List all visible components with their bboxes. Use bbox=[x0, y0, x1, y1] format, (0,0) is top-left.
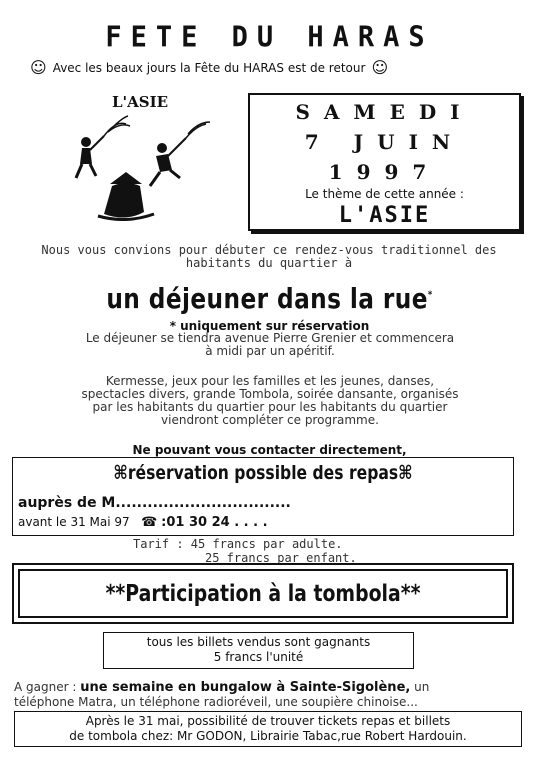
tarif-line: Tarif : 45 francs par adulte. bbox=[133, 537, 343, 551]
tarif-line: 25 francs par enfant. bbox=[205, 551, 357, 565]
reservation-contact: auprès de M................................. bbox=[18, 495, 291, 511]
reservation-note: * uniquement sur réservation bbox=[169, 319, 370, 333]
theme-name: L'ASIE bbox=[338, 203, 431, 228]
billets-box bbox=[103, 632, 414, 669]
prizes-suffix: un bbox=[414, 680, 430, 694]
kermesse-line: spectacles divers, grande Tombola, soirée dansante, organisés bbox=[81, 387, 459, 401]
main-prize: une semaine en bungalow à Sainte-Sigolène, bbox=[80, 680, 411, 695]
date-day: SAMEDI bbox=[295, 100, 474, 124]
billets-line: 5 francs l'unité bbox=[213, 650, 304, 664]
intro-text bbox=[8, 244, 530, 270]
deadline-text: avant le 31 Mai 97 bbox=[18, 515, 130, 529]
tickets-info-line: de tombola chez: Mr GODON, Librairie Tabac,rue Robert Hardouin. bbox=[69, 729, 467, 743]
tarif bbox=[133, 537, 357, 565]
tombola-inner bbox=[18, 569, 508, 618]
kermesse-line: viendront compléter ce programme. bbox=[161, 413, 379, 427]
date-year: 1997 bbox=[328, 160, 441, 184]
date-box bbox=[248, 93, 521, 231]
dejeuner-title: un déjeuner dans la rue bbox=[106, 282, 428, 315]
subtitle-text: Avec les beaux jours la Fête du HARAS est de retour bbox=[52, 60, 366, 75]
dejeuner-heading bbox=[46, 282, 493, 315]
intro-line: Nous vous convions pour débuter ce rendez-vous traditionnel des bbox=[41, 243, 497, 257]
reservation-box bbox=[12, 457, 514, 536]
phone-number: :01 30 24 . . . . bbox=[161, 515, 268, 530]
dejeuner-mark: * bbox=[427, 289, 433, 301]
prizes bbox=[14, 680, 514, 709]
kermesse-text bbox=[20, 375, 520, 427]
details-line: Le déjeuner se tiendra avenue Pierre Grenier et commencera bbox=[85, 331, 455, 345]
contact-text: Ne pouvant vous contacter directement, bbox=[132, 443, 407, 457]
intro-line: habitants du quartier à bbox=[185, 256, 353, 270]
smiley-icon: ☺ bbox=[371, 58, 389, 77]
billets-line: tous les billets vendus sont gagnants bbox=[146, 635, 371, 649]
dejeuner-details bbox=[20, 332, 520, 358]
theme-intro: Le thème de cette année : bbox=[305, 187, 464, 201]
tombola-title: **Participation à la tombola** bbox=[105, 581, 421, 607]
tickets-info-box bbox=[14, 711, 522, 747]
reservation-deadline bbox=[18, 515, 268, 530]
kermesse-line: Kermesse, jeux pour les familles et les jeunes, danses, bbox=[105, 374, 435, 388]
page-title: FETE DU HARAS bbox=[105, 21, 434, 54]
tickets-info-line: Après le 31 mai, possibilité de trouver tickets repas et billets bbox=[85, 714, 451, 728]
subtitle bbox=[30, 58, 500, 77]
asia-illustration bbox=[68, 112, 218, 224]
tombola-box bbox=[12, 563, 514, 624]
prizes-prefix: A gagner : bbox=[14, 680, 77, 694]
date-date: 7 JUIN bbox=[304, 130, 465, 154]
illustration-label: L'ASIE bbox=[112, 93, 169, 111]
prizes-line: téléphone Matra, un téléphone radioréveil, une soupière chinoise... bbox=[14, 695, 418, 709]
reservation-title: ⌘réservation possible des repas⌘ bbox=[113, 462, 413, 484]
kermesse-line: par les habitants du quartier pour les habitants du quartier bbox=[92, 400, 448, 414]
details-line: à midi par un apéritif. bbox=[205, 344, 335, 358]
smiley-icon: ☺ bbox=[30, 58, 47, 77]
phone-icon: ☎ bbox=[141, 515, 158, 530]
